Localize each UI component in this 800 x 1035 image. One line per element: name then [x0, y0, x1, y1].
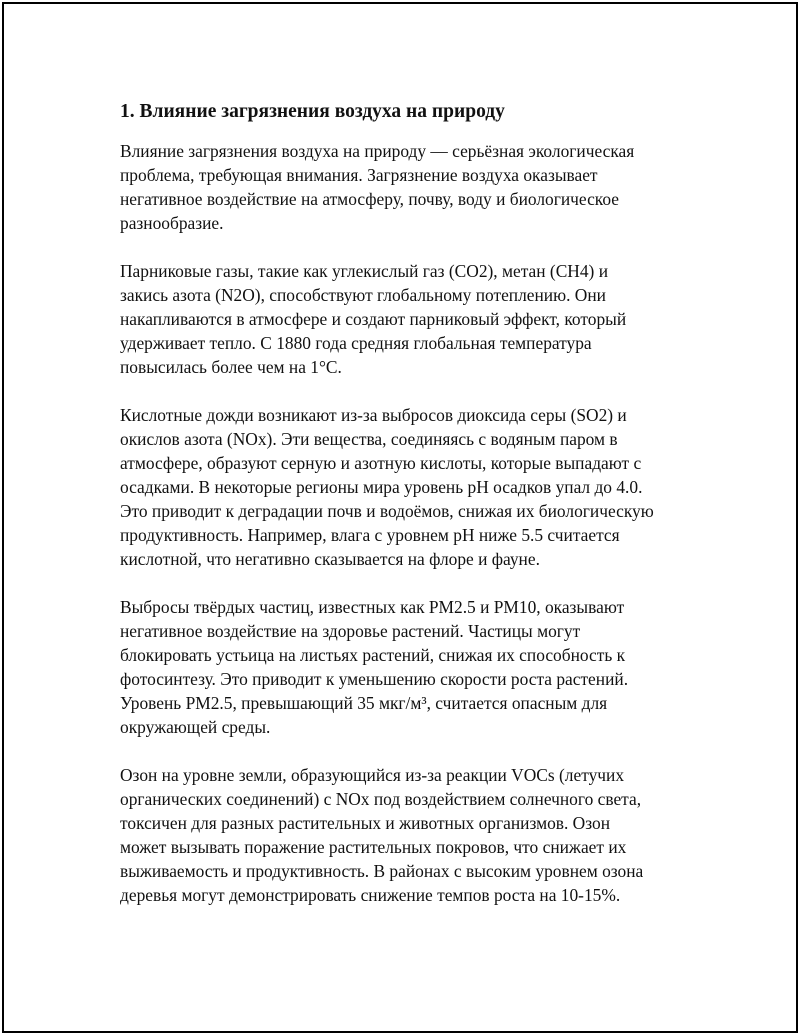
text-line: может вызывать поражение растительных покровов, что снижает их — [120, 837, 627, 857]
text-line: окислов азота (NOx). Эти вещества, соединяясь с водяным паром в — [120, 429, 618, 449]
text-line: токсичен для разных растительных и животных организмов. Озон — [120, 813, 611, 833]
text-line: Влияние загрязнения воздуха на природу — серьёзная экологическая — [120, 141, 635, 161]
paragraph-acid-rain — [120, 403, 700, 571]
text-line: блокировать устьица на листьях растений, снижая их способность к — [120, 645, 626, 665]
paragraph-ozone — [120, 763, 700, 907]
text-line: органических соединений) с NOx под воздействием солнечного света, — [120, 789, 642, 809]
text-line: деревья могут демонстрировать снижение темпов роста на 10-15%. — [120, 885, 621, 905]
text-line: негативное воздействие на атмосферу, почву, воду и биологическое — [120, 189, 619, 209]
document-content — [120, 98, 700, 931]
text-line: Кислотные дожди возникают из-за выбросов диоксида серы (SO2) и — [120, 405, 627, 425]
paragraph-particulate-matter — [120, 595, 700, 739]
text-line: повысилась более чем на 1°C. — [120, 357, 342, 377]
text-line: окружающей среды. — [120, 717, 271, 737]
text-line: закись азота (N2O), способствуют глобальному потеплению. Они — [120, 285, 606, 305]
text-line: атмосфере, образуют серную и азотную кислоты, которые выпадают с — [120, 453, 642, 473]
text-line: негативное воздействие на здоровье растений. Частицы могут — [120, 621, 581, 641]
text-line: фотосинтезу. Это приводит к уменьшению скорости роста растений. — [120, 669, 629, 689]
text-line: разнообразие. — [120, 213, 224, 233]
text-line: Выбросы твёрдых частиц, известных как PM2.5 и PM10, оказывают — [120, 597, 625, 617]
text-line: Парниковые газы, такие как углекислый газ (CO2), метан (CH4) и — [120, 261, 608, 281]
text-line: выживаемость и продуктивность. В районах с высоким уровнем озона — [120, 861, 644, 881]
text-line: Озон на уровне земли, образующийся из-за реакции VOCs (летучих — [120, 765, 625, 785]
document-page — [2, 2, 798, 1033]
text-line: проблема, требующая внимания. Загрязнение воздуха оказывает — [120, 165, 598, 185]
text-line: удерживает тепло. С 1880 года средняя глобальная температура — [120, 333, 592, 353]
paragraph-intro — [120, 139, 700, 235]
page-title: 1. Влияние загрязнения воздуха на природу — [120, 101, 505, 122]
text-line: Это приводит к деградации почв и водоёмов, снижая их биологическую — [120, 501, 654, 521]
text-line: осадками. В некоторые регионы мира уровень pH осадков упал до 4.0. — [120, 477, 643, 497]
text-line: кислотной, что негативно сказывается на флоре и фауне. — [120, 549, 540, 569]
text-line: накапливаются в атмосфере и создают парниковый эффект, который — [120, 309, 627, 329]
text-line: Уровень PM2.5, превышающий 35 мкг/м³, считается опасным для — [120, 693, 608, 713]
paragraph-greenhouse-gases — [120, 259, 700, 379]
text-line: продуктивность. Например, влага с уровнем pH ниже 5.5 считается — [120, 525, 620, 545]
